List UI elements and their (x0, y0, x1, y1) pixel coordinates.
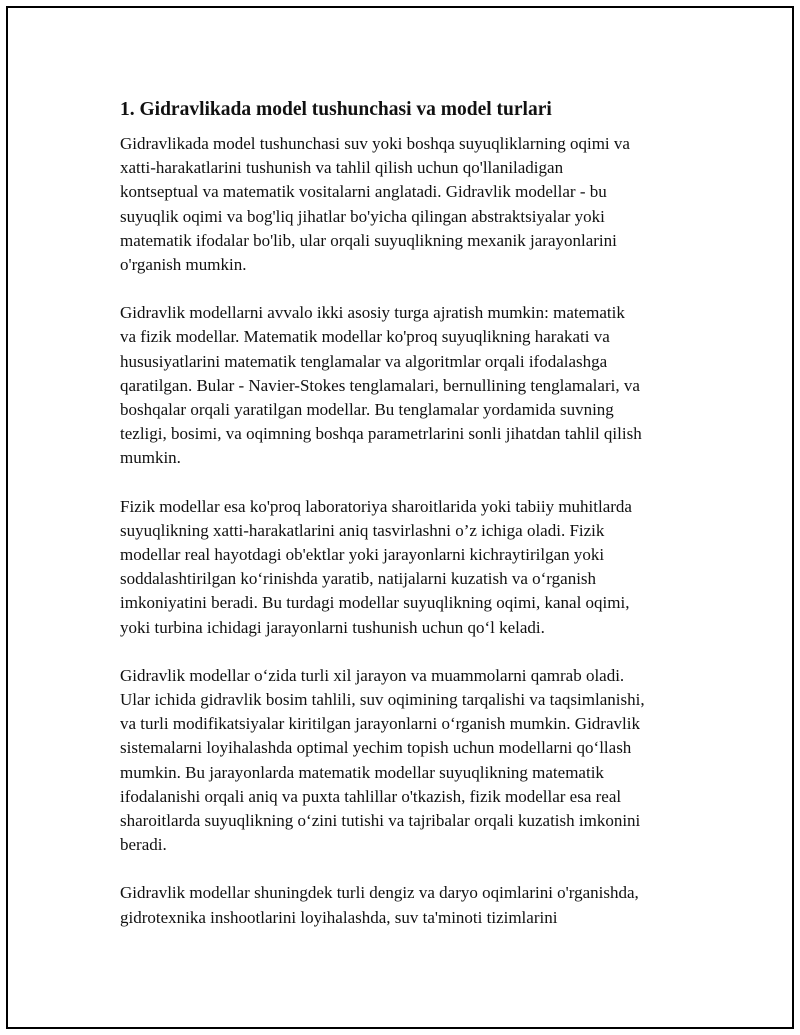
paragraph-4 (120, 664, 710, 858)
text-line: sharoitlarda suyuqlikning o‘zini tutishi va tajribalar orqali kuzatish imkonini (120, 811, 641, 831)
text-line: Fizik modellar esa ko'proq laboratoriya sharoitlarida yoki tabiiy muhitlarda (120, 496, 632, 516)
text-line: gidrotexnika inshootlarini loyihalashda, suv ta'minoti tizimlarini (120, 907, 558, 927)
text-line: ifodalanishi orqali aniq va puxta tahlillar o'tkazish, fizik modellar esa real (120, 786, 622, 806)
text-line: imkoniyatini beradi. Bu turdagi modellar suyuqlikning oqimi, kanal oqimi, (120, 593, 630, 613)
text-line: Gidravlik modellarni avvalo ikki asosiy turga ajratish mumkin: matematik (120, 303, 625, 323)
text-line: va fizik modellar. Matematik modellar ko'proq suyuqlikning harakati va (120, 327, 610, 347)
page-frame (6, 6, 794, 1029)
text-line: modellar real hayotdagi ob'ektlar yoki jarayonlarni kichraytirilgan yoki (120, 545, 605, 565)
text-line: tezligi, bosimi, va oqimning boshqa parametrlarini sonli jihatdan tahlil qilish (120, 424, 642, 444)
text-line: Gidravlik modellar o‘zida turli xil jarayon va muammolarni qamrab oladi. (120, 665, 625, 685)
text-line: o'rganish mumkin. (120, 255, 247, 275)
text-line: xatti-harakatlarini tushunish va tahlil qilish uchun qo'llaniladigan (120, 158, 564, 178)
text-line: yoki turbina ichidagi jarayonlarni tushunish uchun qo‘l keladi. (120, 617, 545, 637)
paragraph-3 (120, 495, 710, 640)
text-line: Gidravlikada model tushunchasi suv yoki boshqa suyuqliklarning oqimi va (120, 134, 630, 153)
text-line: matematik ifodalar bo'lib, ular orqali suyuqlikning mexanik jarayonlarini (120, 230, 617, 250)
text-line: boshqalar orqali yaratilgan modellar. Bu tenglamalar yordamida suvning (120, 400, 614, 420)
section-heading: 1. Gidravlikada model tushunchasi va model turlari (120, 99, 552, 120)
text-line: mumkin. (120, 448, 181, 468)
text-line: mumkin. Bu jarayonlarda matematik modellar suyuqlikning matematik (120, 762, 604, 782)
text-line: Gidravlik modellar shuningdek turli dengiz va daryo oqimlarini o'rganishda, (120, 883, 639, 903)
text-line: hususiyatlarini matematik tenglamalar va algoritmlar orqali ifodalashga (120, 351, 608, 371)
text-line: Ular ichida gidravlik bosim tahlili, suv oqimining tarqalishi va taqsimlanishi, (120, 690, 645, 710)
document-body (120, 98, 710, 954)
paragraph-2 (120, 301, 710, 470)
text-line: sistemalarni loyihalashda optimal yechim topish uchun modellarni qo‘llash (120, 738, 632, 758)
text-line: kontseptual va matematik vositalarni anglatadi. Gidravlik modellar - bu (120, 182, 607, 202)
paragraph-5 (120, 881, 710, 929)
text-line: beradi. (120, 835, 167, 855)
text-line: soddalashtirilgan ko‘rinishda yaratib, natijalarni kuzatish va o‘rganish (120, 569, 597, 589)
text-line: qaratilgan. Bular - Navier-Stokes tenglamalari, bernullining tenglamalari, va (120, 375, 640, 395)
text-line: suyuqlikning xatti-harakatlarini aniq tasvirlashni o’z ichiga oladi. Fizik (120, 520, 605, 540)
text-line: va turli modifikatsiyalar kiritilgan jarayonlarni o‘rganish mumkin. Gidravlik (120, 714, 640, 734)
paragraph-1 (120, 132, 710, 277)
text-line: suyuqlik oqimi va bog'liq jihatlar bo'yicha qilingan abstraktsiyalar yoki (120, 206, 605, 226)
